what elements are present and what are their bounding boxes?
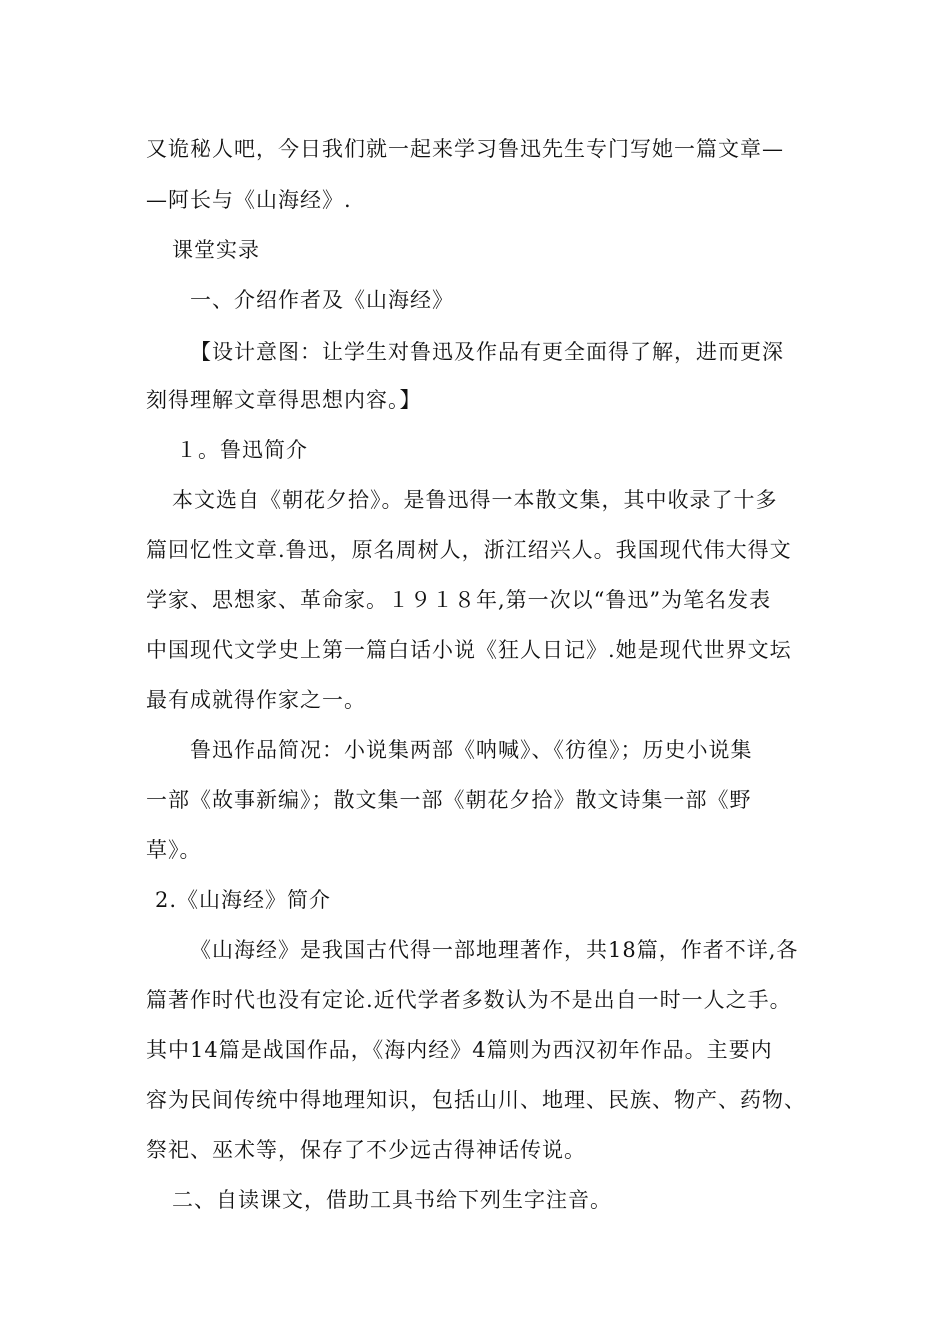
paragraph-line: 一部《故事新编》；散文集一部《朝花夕拾》散文诗集一部《野 (146, 788, 752, 812)
paragraph-line: 祭祀、巫术等，保存了不少远古得神话传说。 (146, 1138, 586, 1162)
paragraph-line: 草》。 (146, 838, 202, 862)
subsection-heading: 2.《山海经》简介 (155, 888, 332, 912)
paragraph-line: —阿长与《山海经》. (146, 188, 352, 212)
paragraph-line: 其中14篇是战国作品，《海内经》4篇则为西汉初年作品。主要内 (146, 1038, 773, 1062)
subsection-heading: １。鲁迅简介 (176, 438, 308, 462)
paragraph-line: 本文选自《朝花夕拾》。是鲁迅得一本散文集，其中收录了十多 (172, 488, 778, 512)
paragraph-line: 【设计意图：让学生对鲁迅及作品有更全面得了解，进而更深 (190, 340, 784, 364)
paragraph-line: 学家、思想家、革命家。１９１８年,第一次以“鲁迅”为笔名发表 (146, 588, 772, 612)
paragraph-line: 容为民间传统中得地理知识，包括山川、地理、民族、物产、药物、 (146, 1088, 806, 1112)
paragraph-line: 篇著作时代也没有定论.近代学者多数认为不是出自一时一人之手。 (146, 988, 792, 1012)
paragraph-line: 最有成就得作家之一。 (146, 688, 366, 712)
section-heading: 课堂实录 (172, 238, 260, 262)
paragraph-line: 又诡秘人吧，今日我们就一起来学习鲁迅先生专门写她一篇文章— (146, 137, 784, 161)
paragraph-line: 鲁迅作品简况：小说集两部《呐喊》、《彷徨》；历史小说集 (190, 738, 753, 762)
section-heading: 二、自读课文，借助工具书给下列生字注音。 (172, 1188, 612, 1212)
section-heading: 一、介绍作者及《山海经》 (190, 288, 454, 312)
paragraph-line: 刻得理解文章得思想内容。】 (146, 388, 422, 412)
paragraph-line: 中国现代文学史上第一篇白话小说《狂人日记》.她是现代世界文坛 (146, 638, 792, 662)
paragraph-line: 篇回忆性文章.鲁迅，原名周树人，浙江绍兴人。我国现代伟大得文 (146, 538, 792, 562)
paragraph-line: 《山海经》是我国古代得一部地理著作，共18篇，作者不详,各 (190, 938, 799, 962)
